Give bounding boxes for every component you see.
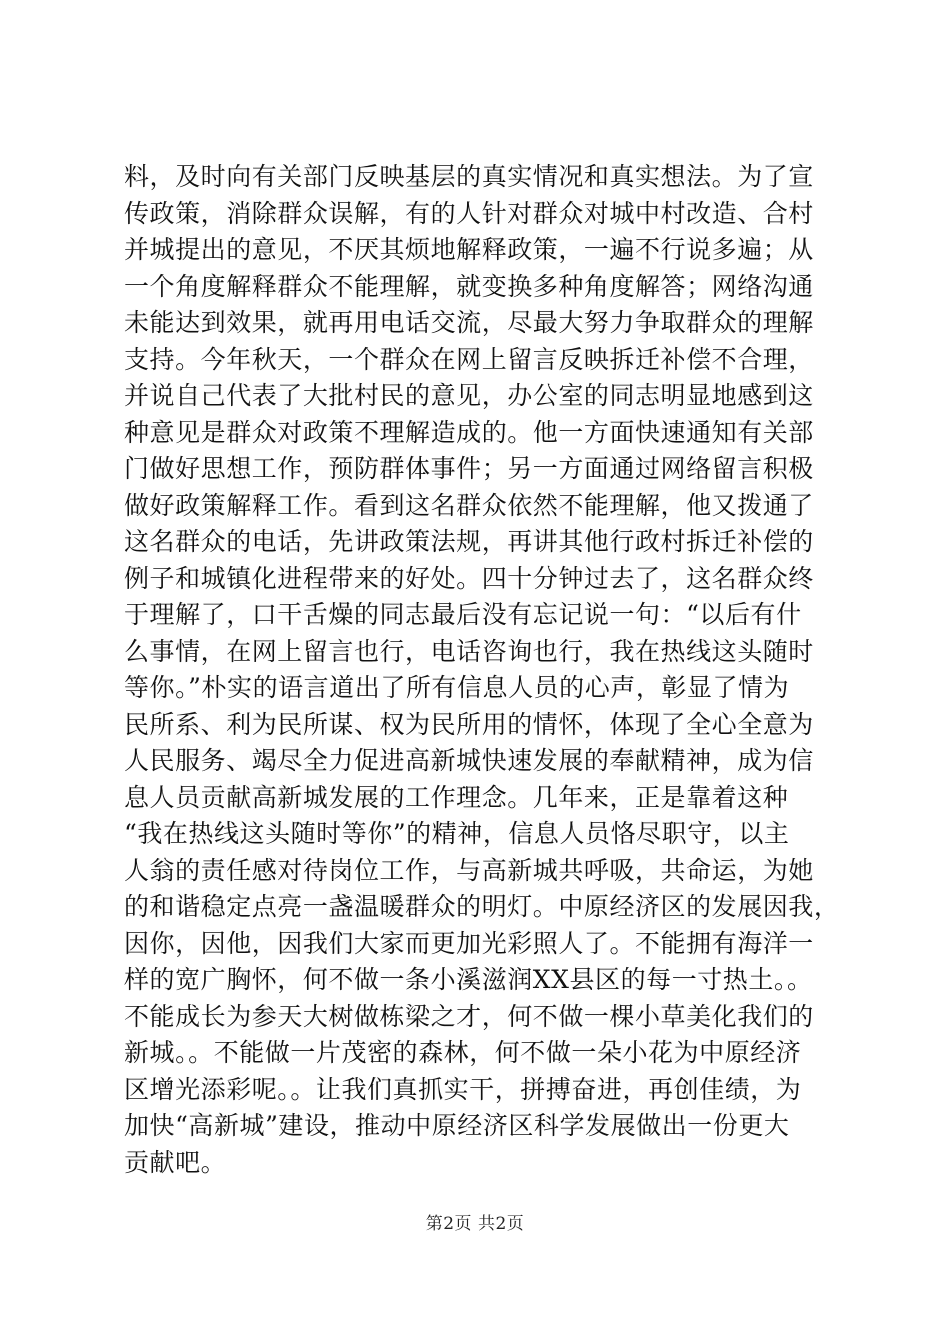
- text-line: 因你，因他，因我们大家而更加光彩照人了。不能拥有海洋一: [124, 928, 814, 958]
- body-paragraph: [124, 159, 844, 1181]
- text-line: 传政策，消除群众误解，有的人针对群众对城中村改造、合村: [124, 198, 814, 228]
- text-line: 例子和城镇化进程带来的好处。四十分钟过去了，这名群众终: [124, 563, 814, 593]
- page-footer: 第2页 共2页: [425, 1214, 525, 1234]
- text-line: “我在热线这头随时等你”的精神，信息人员恪尽职守，以主: [124, 819, 790, 848]
- text-line: 样的宽广胸怀，何不做一条小溪滋润XX县区的每一寸热土。。: [124, 965, 813, 994]
- text-line: 料，及时向有关部门反映基层的真实情况和真实想法。为了宣: [124, 162, 814, 191]
- text-line: 的和谐稳定点亮一盏温暖群众的明灯。中原经济区的发展因我，: [124, 892, 840, 921]
- text-line: 未能达到效果，就再用电话交流，尽最大努力争取群众的理解: [124, 308, 814, 337]
- text-line: 种意见是群众对政策不理解造成的。他一方面快速通知有关部: [124, 417, 814, 447]
- text-line: 加快“高新城”建设，推动中原经济区科学发展做出一份更大: [124, 1111, 790, 1140]
- text-line: 新城。。不能做一片茂密的森林，何不做一朵小花为中原经济: [124, 1038, 802, 1067]
- text-line: 不能成长为参天大树做栋梁之才，何不做一棵小草美化我们的: [124, 1001, 814, 1031]
- text-line: 么事情，在网上留言也行，电话咨询也行，我在热线这头随时: [124, 636, 814, 666]
- text-line: 支持。今年秋天，一个群众在网上留言反映拆迁补偿不合理，: [124, 344, 814, 374]
- text-line: 民所系、利为民所谋、权为民所用的情怀，体现了全心全意为: [124, 709, 814, 739]
- text-line: 于理解了，口干舌燥的同志最后没有忘记说一句：“以后有什: [124, 600, 802, 629]
- text-line: 一个角度解释群众不能理解，就变换多种角度解答；网络沟通: [124, 271, 814, 301]
- text-line: 区增光添彩呢。。让我们真抓实干，拼搏奋进，再创佳绩，为: [124, 1074, 802, 1104]
- text-line: 人翁的责任感对待岗位工作，与高新城共呼吸，共命运，为她: [124, 855, 814, 885]
- text-line: 并城提出的意见，不厌其烦地解释政策，一遍不行说多遍；从: [124, 235, 814, 264]
- text-line: 做好政策解释工作。看到这名群众依然不能理解，他又拨通了: [124, 490, 814, 520]
- text-line: 这名群众的电话，先讲政策法规，再讲其他行政村拆迁补偿的: [124, 527, 814, 556]
- text-line: 息人员贡献高新城发展的工作理念。几年来，正是靠着这种: [124, 782, 789, 812]
- text-line: 人民服务、竭尽全力促进高新城快速发展的奉献精神，成为信: [124, 746, 814, 775]
- text-line: 并说自己代表了大批村民的意见，办公室的同志明显地感到这: [124, 381, 814, 410]
- text-line: 贡献吧。: [124, 1147, 227, 1177]
- text-line: 等你。”朴实的语言道出了所有信息人员的心声，彰显了情为: [124, 673, 790, 702]
- text-line: 门做好思想工作，预防群体事件；另一方面通过网络留言积极: [124, 454, 814, 483]
